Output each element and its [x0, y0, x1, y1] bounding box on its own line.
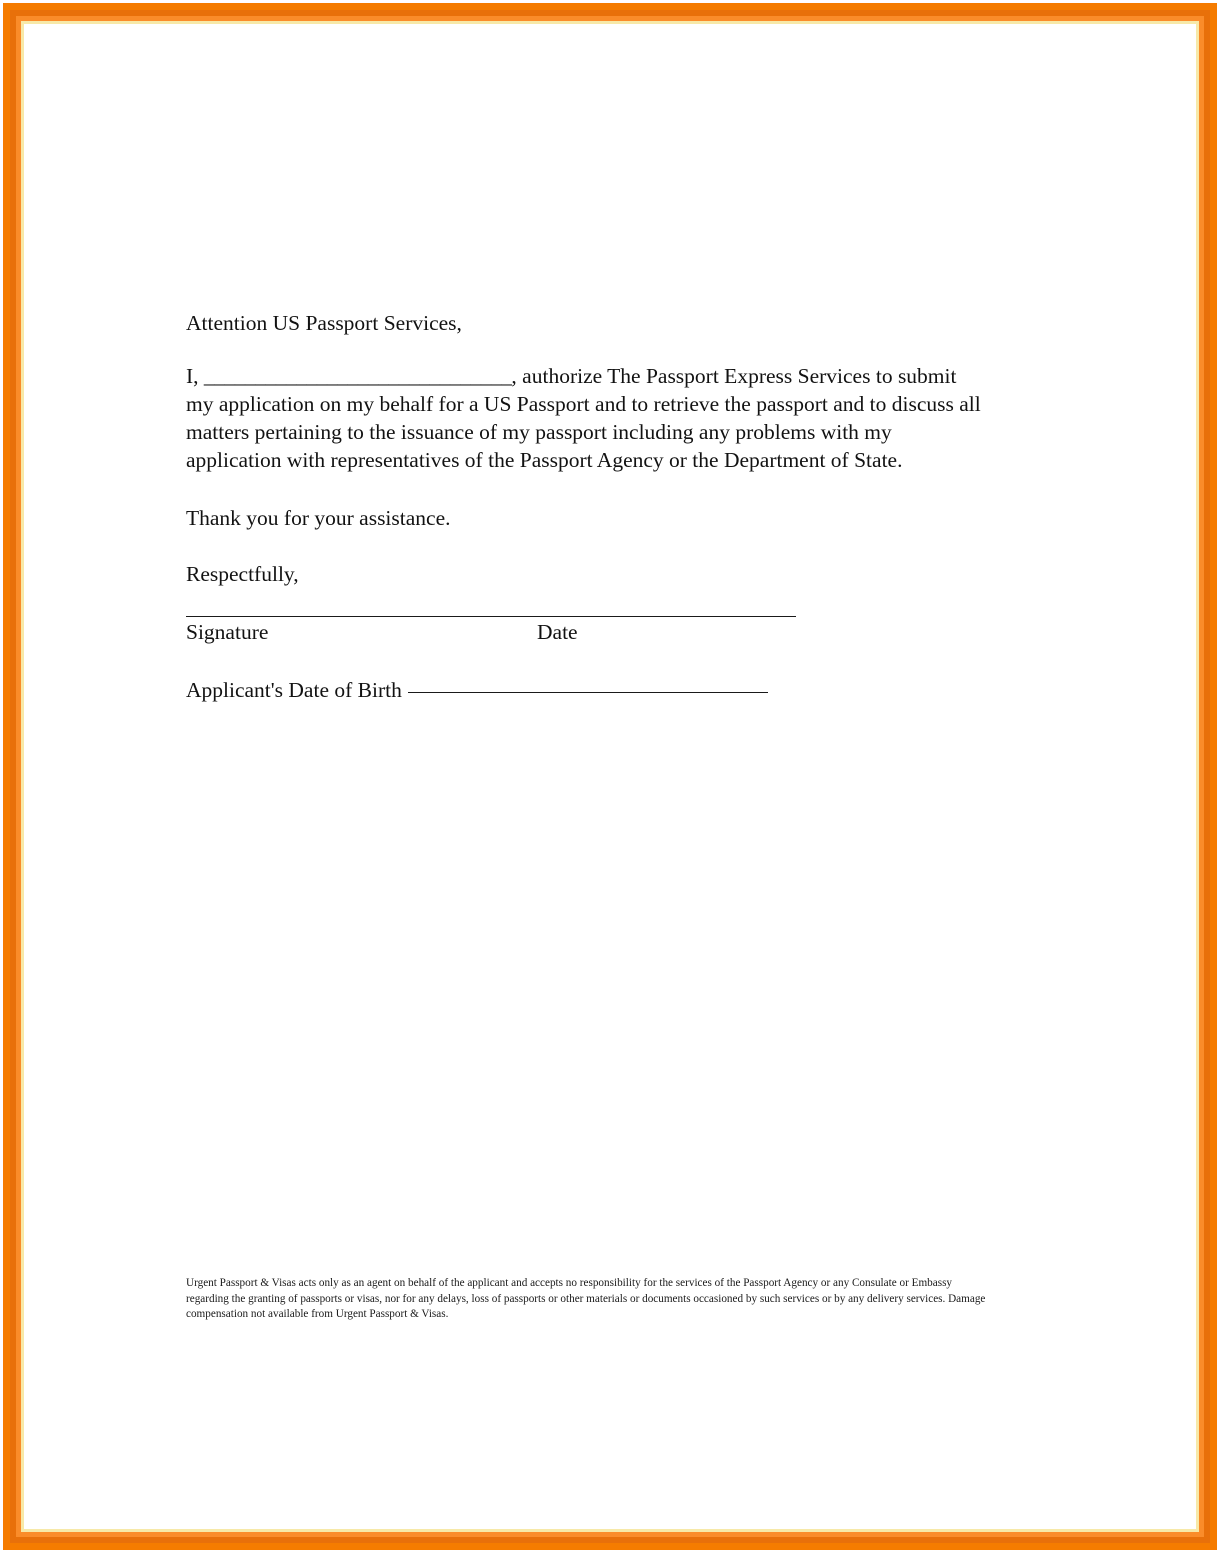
date-of-birth-blank[interactable]: [408, 692, 768, 693]
footer-disclaimer: Urgent Passport & Visas acts only as an agent on behalf of the applicant and accepts no responsibility for the services of the Passport Agency or any Consulate or Embassy regarding the granting of passports or visas, nor for any delays, loss of passports or other materials or documents occasioned by such services or by any delivery services. Damage compensation not available from Urgent Passport & Visas.: [186, 1277, 986, 1320]
signature-block: [186, 616, 986, 648]
letter-body: [186, 309, 986, 703]
applicant-name-blank[interactable]: ______________________________: [203, 364, 512, 388]
frame-band-cream: [21, 21, 1199, 1532]
authorization-continuation: , authorize The Passport Express Services to submit my application on my behalf for a US Passport and to retrieve the passport and to discuss all matters pertaining to the issuance of my passport including any problems with my application with representatives of the Passport Agency or the Department of State.: [186, 364, 981, 472]
closing-line: Respectfully,: [186, 562, 299, 586]
salutation-line: Attention US Passport Services,: [186, 311, 462, 335]
decorative-orange-frame: [3, 3, 1217, 1550]
frame-band-dark-orange: [10, 10, 1210, 1543]
date-of-birth-row: [186, 678, 986, 703]
signature-line-rule[interactable]: [186, 616, 796, 617]
thank-you-line: Thank you for your assistance.: [186, 506, 451, 530]
authorization-paragraph: [186, 362, 986, 474]
date-label: Date: [537, 620, 578, 644]
date-of-birth-label: Applicant's Date of Birth: [186, 678, 402, 702]
authorization-lead-in: I,: [186, 364, 204, 388]
signature-label: Signature: [186, 620, 269, 644]
signature-labels-row: [186, 620, 986, 648]
document-page: [24, 24, 1196, 1529]
frame-band-light-orange: [16, 16, 1204, 1537]
